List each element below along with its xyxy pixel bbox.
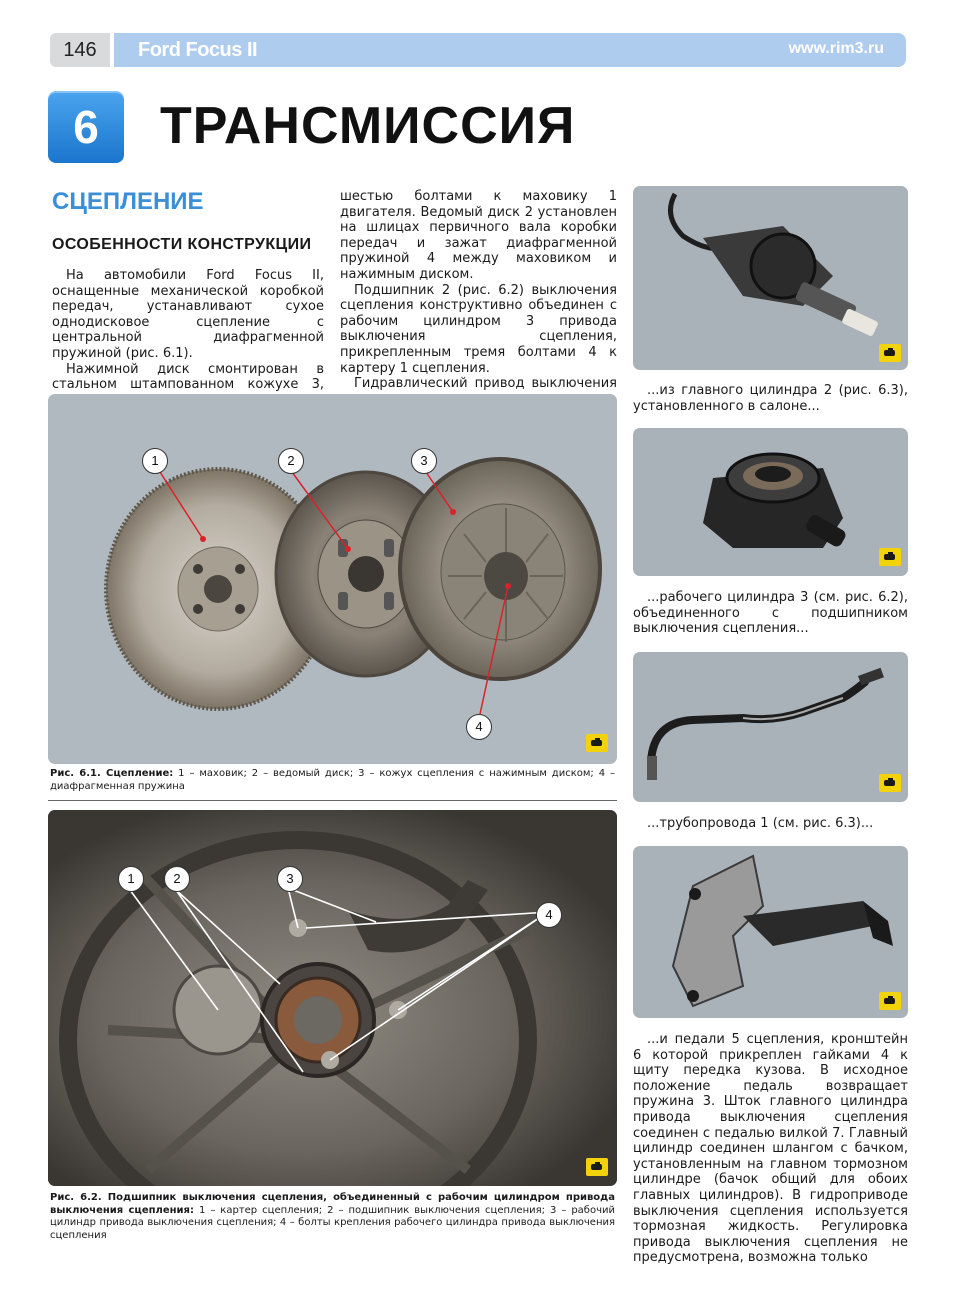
text-column-2 xyxy=(340,189,617,407)
slave-cylinder-photo xyxy=(633,428,908,576)
caption-text: 1 – маховик; 2 – ведомый диск; 3 – кожух сцепления с нажимным диском; 4 – диафрагменная пружина xyxy=(50,768,615,792)
caption-divider xyxy=(48,800,617,801)
figure2-caption xyxy=(50,1192,615,1242)
camera-icon xyxy=(586,1158,608,1176)
header-model: Ford Focus II xyxy=(138,39,258,61)
paragraph: На автомобили Ford Focus II, оснащенные механической коробкой передач, устанавливают сухое однодисковое сцепление с центральной диафрагменной пружиной (рис. 6.1). xyxy=(52,268,324,361)
figure-clutch-photo xyxy=(48,394,617,764)
text-column-1 xyxy=(52,268,324,408)
page-number: 146 xyxy=(50,33,110,67)
section-title: СЦЕПЛЕНИЕ xyxy=(52,188,204,215)
right-caption-1: ...из главного цилиндра 2 (рис. 6.3), установленного в салоне... xyxy=(633,383,908,414)
figure1-caption xyxy=(50,768,615,793)
section-subtitle: ОСОБЕННОСТИ КОНСТРУКЦИИ xyxy=(52,236,312,253)
paragraph: Подшипник 2 (рис. 6.2) выключения сцепления конструктивно объединен с рабочим цилиндром 3 привода выключения сцепления, прикрепленным тремя болтами 4 к картеру 1 сцепления. xyxy=(340,282,617,376)
master-cylinder-photo xyxy=(633,186,908,370)
chapter-number-badge: 6 xyxy=(48,91,124,163)
camera-icon xyxy=(586,734,608,752)
pipeline-photo xyxy=(633,652,908,802)
pipeline-illustration xyxy=(633,652,908,802)
camera-icon xyxy=(879,344,901,362)
paragraph: Гидравлический привод выключения xyxy=(354,376,617,392)
caption-label: Рис. 6.1. Сцепление: xyxy=(50,768,174,779)
clutch-components-illustration xyxy=(48,394,617,764)
camera-icon xyxy=(879,774,901,792)
callout-2: 2 xyxy=(164,866,190,892)
callout-4: 4 xyxy=(536,902,562,928)
header-website: www.rim3.ru xyxy=(788,40,884,57)
callout-4: 4 xyxy=(466,714,492,740)
caption-label: Рис. 6.2. Подшипник выключения сцепления, объединенный с рабочим цилиндром привода выключения сцепления: xyxy=(50,1192,615,1216)
slave-cylinder-illustration xyxy=(633,428,908,576)
clutch-pedal-illustration xyxy=(633,846,908,1018)
right-caption-2: ...рабочего цилиндра 3 (см. рис. 6.2), объединенного с подшипником выключения сцепления... xyxy=(633,590,908,637)
right-caption-3: ...трубопровода 1 (см. рис. 6.3)... xyxy=(647,816,874,831)
callout-1: 1 xyxy=(142,448,168,474)
pedal-photo xyxy=(633,846,908,1018)
callout-3: 3 xyxy=(277,866,303,892)
callout-3: 3 xyxy=(411,448,437,474)
header-bar xyxy=(114,33,906,67)
camera-icon xyxy=(879,992,901,1010)
callout-1: 1 xyxy=(118,866,144,892)
paragraph: шестью болтами к маховику 1 двигателя. Ведомый диск 2 установлен на шлицах первичного вала коробки передач и зажат диафрагменной пружиной 4 между маховиком и нажимным диском. xyxy=(340,189,617,282)
camera-icon xyxy=(879,548,901,566)
master-cylinder-illustration xyxy=(633,186,908,370)
figure-bearing-photo xyxy=(48,810,617,1186)
right-caption-4: ...и педали 5 сцепления, кронштейн 6 которой прикреплен гайками 4 к щиту передка кузова. В исходное положение педаль возвращает пружина 3. Шток главного цилиндра привода выключения сцепления соединен с педалью вилкой 7. Главный цилиндр соединен шлангом с бачком, установленным на главном тормозном цилиндре (бачок общий для обоих главных цилиндров). В гидроприводе выключения сцепления используется тормозная жидкость. Регулировка привода выключения сцепления не предусмотрена, возможна только xyxy=(633,1032,908,1266)
callout-2: 2 xyxy=(278,448,304,474)
chapter-title: ТРАНСМИССИЯ xyxy=(160,97,576,155)
caption-text: 1 – картер сцепления; 2 – подшипник выключения сцепления; 3 – рабочий цилиндр привода выключения сцепления; 4 – болты крепления рабочего цилиндра привода выключения сцепления xyxy=(50,1204,615,1241)
paragraph: Нажимной диск смонтирован в стальном штампованном кожухе 3, xyxy=(52,361,324,393)
